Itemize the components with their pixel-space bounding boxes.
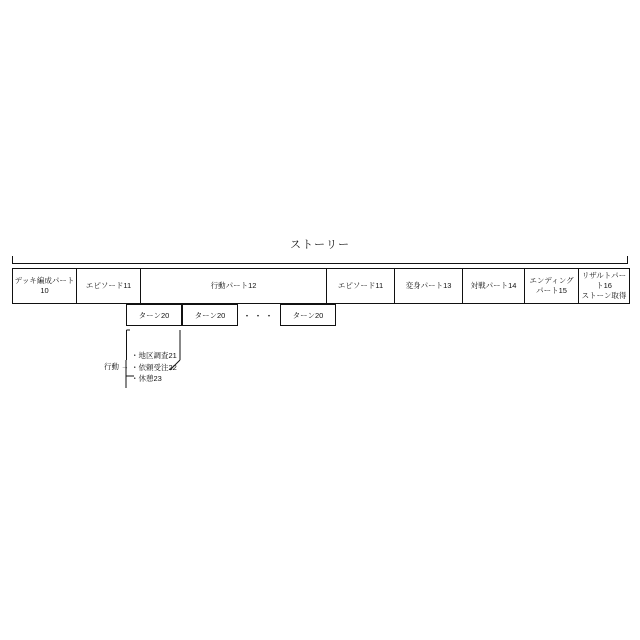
turn-cell (126, 304, 182, 326)
part-cell-label (338, 281, 383, 291)
part-cell-battle-part-14 (463, 269, 525, 303)
part-cell-label (406, 281, 452, 291)
part-cell-label (580, 271, 628, 301)
story-brace (12, 250, 628, 264)
part-cell-line: 行動パート12 (210, 280, 257, 290)
turn-row (126, 304, 336, 326)
turn-cell-label: ターン20 (292, 310, 324, 320)
action-detail-item: ・依頼受注22 (131, 362, 177, 372)
action-detail-list (131, 350, 177, 385)
part-cell-line: エンディング (529, 275, 574, 285)
part-cell-line: パート15 (536, 286, 567, 295)
part-cell-ending-part-15 (525, 269, 579, 303)
part-cell-line: エピソード11 (337, 280, 384, 290)
part-cell-label (211, 281, 257, 291)
turn-cell (280, 304, 336, 326)
part-cell-line: 変身パート13 (405, 280, 452, 290)
part-cell-label (471, 281, 517, 291)
story-parts-row (12, 268, 630, 304)
part-cell-episode-part-11 (77, 269, 141, 303)
turn-cell-label: ターン20 (138, 310, 170, 320)
part-cell-label (15, 276, 75, 296)
part-cell-deck-build-part (13, 269, 77, 303)
story-brace-line (12, 263, 628, 264)
part-cell-line: ストーン取得 (581, 291, 627, 301)
action-detail-item: ・休憩23 (131, 374, 162, 384)
part-cell-label (86, 281, 131, 291)
turn-ellipsis: ・・・ (238, 304, 280, 326)
part-cell-line: 10 (40, 286, 49, 295)
action-detail-item: ・地区調査21 (131, 351, 177, 360)
turn-cell (182, 304, 238, 326)
part-cell-label (529, 276, 573, 296)
part-cell-action-part-12 (141, 269, 327, 303)
part-cell-line: リザルトパート16 (581, 270, 627, 290)
turn-cell-label: ターン20 (194, 310, 226, 320)
story-label: ストーリー (290, 239, 350, 251)
part-cell-result-part-16 (579, 269, 629, 303)
part-cell-line: エピソード11 (85, 280, 132, 290)
part-cell-line: デッキ編成パート (14, 275, 75, 285)
part-cell-line: 対戦パート14 (470, 280, 517, 290)
part-cell-transform-part-13 (395, 269, 463, 303)
part-cell-episode-part-11b (327, 269, 395, 303)
story-brace-right-tick (627, 256, 628, 264)
action-detail-label: 行動 → (104, 362, 129, 371)
